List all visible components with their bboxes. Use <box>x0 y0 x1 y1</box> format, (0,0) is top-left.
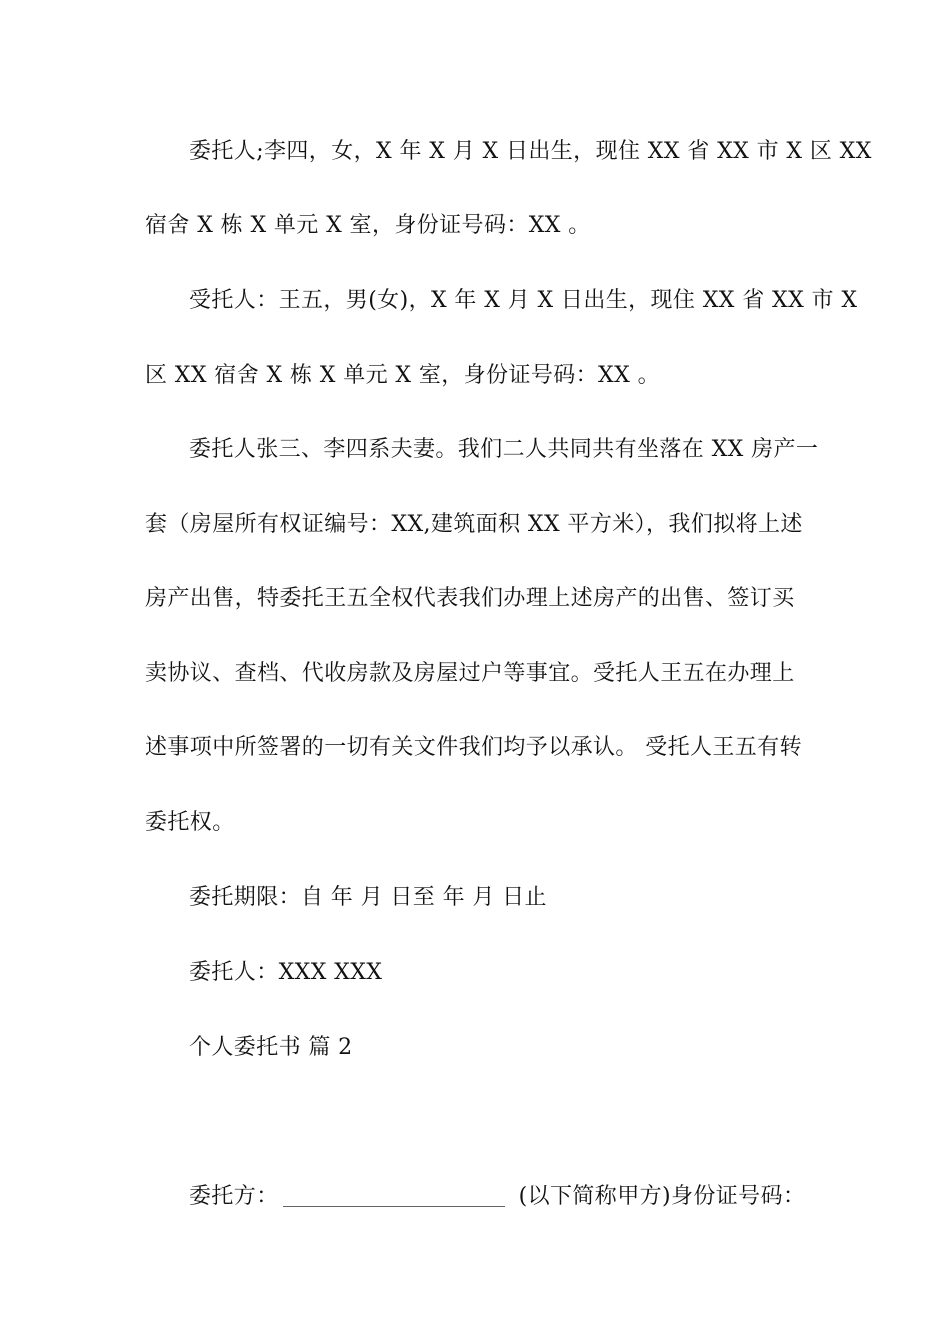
agent-line-2: 区 XX 宿舍 X 栋 X 单元 X 室，身份证号码：XX 。 <box>145 363 660 388</box>
body-paragraph-line-6: 委托权。 <box>145 810 235 835</box>
section-title: 个人委托书 篇 2 <box>189 1035 353 1060</box>
body-paragraph-line-2: 套（房屋所有权证编号：XX,建筑面积 XX 平方米），我们拟将上述 <box>145 512 803 537</box>
term-line: 委托期限：自 年 月 日至 年 月 日止 <box>189 885 547 910</box>
entrusting-party-blank[interactable] <box>283 1184 505 1207</box>
entrusting-party-suffix: (以下简称甲方)身份证号码： <box>518 1184 806 1209</box>
principal-li-line-2: 宿舍 X 栋 X 单元 X 室，身份证号码：XX 。 <box>145 213 591 238</box>
signature-line: 委托人：XXX XXX <box>189 960 383 985</box>
body-paragraph-line-1: 委托人张三、李四系夫妻。我们二人共同共有坐落在 XX 房产一 <box>189 437 819 462</box>
agent-line-1: 受托人：王五，男(女)，X 年 X 月 X 日出生，现住 XX 省 XX 市 X <box>189 288 858 313</box>
body-paragraph-line-3: 房产出售，特委托王五全权代表我们办理上述房产的出售、签订买 <box>145 586 795 611</box>
principal-li-line-1: 委托人;李四，女，X 年 X 月 X 日出生，现住 XX 省 XX 市 X 区 XX <box>189 139 872 164</box>
body-paragraph-line-4: 卖协议、查档、代收房款及房屋过户等事宜。受托人王五在办理上 <box>145 661 795 686</box>
entrusting-party-label: 委托方： <box>189 1184 279 1209</box>
entrusting-party-line <box>189 1182 809 1212</box>
body-paragraph-line-5: 述事项中所签署的一切有关文件我们均予以承认。 受托人王五有转 <box>145 735 802 760</box>
